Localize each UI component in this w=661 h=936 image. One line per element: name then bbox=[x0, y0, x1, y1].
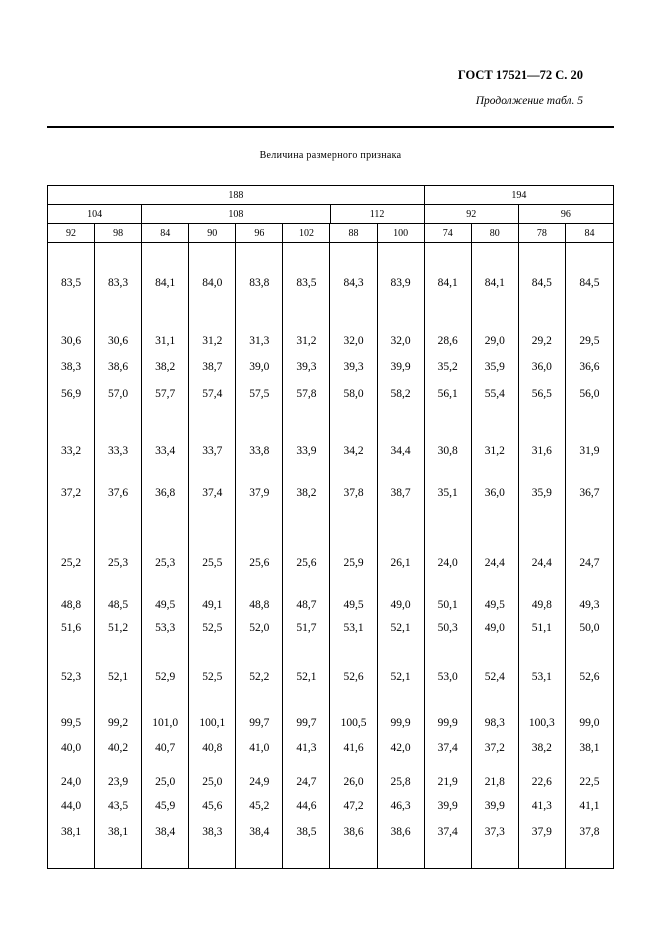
table-cell: 38,7 bbox=[189, 348, 236, 374]
table-cell: 44,6 bbox=[283, 789, 330, 813]
table-cell: 37,4 bbox=[425, 730, 472, 755]
table-cell: 32,0 bbox=[378, 290, 425, 348]
table-cell: 36,6 bbox=[579, 361, 600, 373]
table-cell: 41,1 bbox=[579, 800, 600, 812]
table-cell: 46,3 bbox=[378, 789, 425, 813]
table-cell: 31,2 bbox=[472, 401, 519, 458]
table-cell: 52,1 bbox=[283, 635, 330, 684]
table-cell: 31,9 bbox=[579, 445, 600, 457]
table-cell: 31,2 bbox=[189, 290, 236, 348]
table-row bbox=[48, 730, 613, 755]
table-cell: 24,4 bbox=[519, 500, 566, 570]
table-cell: 83,3 bbox=[95, 243, 142, 290]
table-cell: 37,4 bbox=[189, 458, 236, 500]
table-cell: 48,5 bbox=[95, 570, 142, 612]
table-cell: 28,6 bbox=[425, 290, 472, 348]
table-cell: 22,6 bbox=[519, 755, 566, 789]
table-cell: 25,9 bbox=[330, 500, 377, 570]
table-cell: 57,5 bbox=[236, 374, 283, 401]
table-cell: 39,9 bbox=[425, 789, 472, 813]
table-cell: 52,6 bbox=[579, 671, 600, 683]
table-cell: 49,8 bbox=[519, 570, 566, 612]
table-cell: 26,0 bbox=[330, 755, 377, 789]
table-cell: 84,1 bbox=[425, 243, 472, 290]
table-cell: 51,2 bbox=[95, 612, 142, 635]
table-cell: 57,4 bbox=[189, 374, 236, 401]
table-cell: 33,7 bbox=[189, 401, 236, 458]
table-cell: 52,5 bbox=[189, 635, 236, 684]
table-cell: 38,2 bbox=[142, 348, 189, 374]
table-caption: Величина размерного признака bbox=[259, 150, 402, 161]
table-cell: 58,2 bbox=[378, 374, 425, 401]
table-cell: 84,3 bbox=[330, 243, 377, 290]
header-subgroup-cell: 96 bbox=[560, 209, 571, 220]
table-cell: 99,9 bbox=[425, 684, 472, 730]
table-cell: 25,3 bbox=[142, 500, 189, 570]
table-cell: 33,2 bbox=[48, 401, 95, 458]
table-cell: 39,3 bbox=[330, 348, 377, 374]
table-cell: 35,9 bbox=[472, 348, 519, 374]
header-group-cell: 194 bbox=[511, 190, 527, 201]
header-size-cell: 98 bbox=[95, 224, 142, 242]
table-cell: 37,6 bbox=[95, 458, 142, 500]
table-cell: 36,0 bbox=[519, 348, 566, 374]
table-cell: 48,8 bbox=[48, 570, 95, 612]
table-cell: 52,1 bbox=[378, 635, 425, 684]
table-cell: 53,3 bbox=[142, 612, 189, 635]
table-cell: 56,5 bbox=[519, 374, 566, 401]
table-cell: 38,2 bbox=[519, 730, 566, 755]
table-cell: 52,3 bbox=[48, 635, 95, 684]
table-row bbox=[48, 570, 613, 612]
table-cell: 83,5 bbox=[48, 243, 95, 290]
header-subgroup-cell: 104 bbox=[48, 205, 142, 223]
table-cell: 37,2 bbox=[48, 458, 95, 500]
table-cell: 39,9 bbox=[378, 348, 425, 374]
table-row bbox=[48, 789, 613, 813]
table-cell: 21,8 bbox=[472, 755, 519, 789]
gost-standard-header: ГОСТ 17521—72 С. 20 bbox=[457, 68, 583, 82]
table-cell: 37,8 bbox=[330, 458, 377, 500]
table-row bbox=[48, 500, 613, 570]
table-cell: 49,5 bbox=[142, 570, 189, 612]
table-cell: 45,2 bbox=[236, 789, 283, 813]
table-cell: 24,7 bbox=[579, 557, 600, 569]
table-cell: 99,9 bbox=[378, 684, 425, 730]
table-row bbox=[48, 374, 613, 401]
table-cell: 38,1 bbox=[579, 742, 600, 754]
table-cell: 30,6 bbox=[95, 290, 142, 348]
table-cell: 99,7 bbox=[283, 684, 330, 730]
table-cell: 30,6 bbox=[48, 290, 95, 348]
table-row bbox=[48, 243, 613, 290]
table-cell: 33,9 bbox=[283, 401, 330, 458]
header-size-cell: 100 bbox=[378, 224, 425, 242]
table-cell: 52,1 bbox=[378, 612, 425, 635]
table-cell: 31,1 bbox=[142, 290, 189, 348]
table-cell: 52,4 bbox=[472, 635, 519, 684]
table-cell: 56,1 bbox=[425, 374, 472, 401]
table-cell: 25,5 bbox=[189, 500, 236, 570]
table-cell: 84,0 bbox=[189, 243, 236, 290]
table-cell: 40,0 bbox=[48, 730, 95, 755]
table-row bbox=[48, 348, 613, 374]
table-cell: 32,0 bbox=[330, 290, 377, 348]
table-cell: 57,0 bbox=[95, 374, 142, 401]
table-cell: 50,1 bbox=[425, 570, 472, 612]
table-cell: 24,0 bbox=[425, 500, 472, 570]
table-cell: 100,1 bbox=[189, 684, 236, 730]
table-cell: 41,3 bbox=[283, 730, 330, 755]
table-cell: 24,7 bbox=[283, 755, 330, 789]
header-size-cell: 90 bbox=[189, 224, 236, 242]
table-cell: 99,5 bbox=[48, 684, 95, 730]
table-cell: 38,4 bbox=[236, 813, 283, 868]
table-cell: 31,2 bbox=[283, 290, 330, 348]
horizontal-rule bbox=[47, 126, 614, 128]
table-cell: 52,2 bbox=[236, 635, 283, 684]
table-cell: 49,0 bbox=[472, 612, 519, 635]
table-cell: 40,8 bbox=[189, 730, 236, 755]
table-cell: 40,2 bbox=[95, 730, 142, 755]
table-cell: 39,9 bbox=[472, 789, 519, 813]
table-cell: 101,0 bbox=[142, 684, 189, 730]
table-cell: 47,2 bbox=[330, 789, 377, 813]
table-cell: 58,0 bbox=[330, 374, 377, 401]
table-cell: 24,9 bbox=[236, 755, 283, 789]
table-row bbox=[48, 755, 613, 789]
table-cell: 99,0 bbox=[579, 717, 600, 729]
table-cell: 35,2 bbox=[425, 348, 472, 374]
table-cell: 98,3 bbox=[472, 684, 519, 730]
table-row bbox=[48, 684, 613, 730]
header-size-cell: 96 bbox=[236, 224, 283, 242]
table-cell: 25,6 bbox=[236, 500, 283, 570]
table-cell: 45,9 bbox=[142, 789, 189, 813]
table-cell: 83,5 bbox=[283, 243, 330, 290]
header-size-cell: 92 bbox=[48, 224, 95, 242]
table-cell: 41,0 bbox=[236, 730, 283, 755]
table-cell: 38,4 bbox=[142, 813, 189, 868]
table-row bbox=[48, 612, 613, 635]
table-cell: 38,3 bbox=[189, 813, 236, 868]
table-cell: 49,1 bbox=[189, 570, 236, 612]
table-cell: 100,3 bbox=[519, 684, 566, 730]
table-cell: 83,8 bbox=[236, 243, 283, 290]
table-row bbox=[48, 813, 613, 868]
table-cell: 99,7 bbox=[236, 684, 283, 730]
table-cell: 45,6 bbox=[189, 789, 236, 813]
table-cell: 33,4 bbox=[142, 401, 189, 458]
table-cell: 38,6 bbox=[95, 348, 142, 374]
table-cell: 50,0 bbox=[579, 622, 600, 634]
table-cell: 33,8 bbox=[236, 401, 283, 458]
table-cell: 31,6 bbox=[519, 401, 566, 458]
table-cell: 38,7 bbox=[378, 458, 425, 500]
header-size-cell: 84 bbox=[584, 228, 595, 239]
table-cell: 83,9 bbox=[378, 243, 425, 290]
table-cell: 38,2 bbox=[283, 458, 330, 500]
table-cell: 33,3 bbox=[95, 401, 142, 458]
table-cell: 53,0 bbox=[425, 635, 472, 684]
header-subgroup-cell: 108 bbox=[142, 205, 330, 223]
table-cell: 38,6 bbox=[378, 813, 425, 868]
table-cell: 56,9 bbox=[48, 374, 95, 401]
table-cell: 35,1 bbox=[425, 458, 472, 500]
header-size-cell: 80 bbox=[472, 224, 519, 242]
table-cell: 24,0 bbox=[48, 755, 95, 789]
table-row bbox=[48, 401, 613, 458]
table-cell: 26,1 bbox=[378, 500, 425, 570]
table-cell: 29,2 bbox=[519, 290, 566, 348]
table-cell: 48,8 bbox=[236, 570, 283, 612]
table-cell: 31,3 bbox=[236, 290, 283, 348]
table-cell: 37,2 bbox=[472, 730, 519, 755]
table-cell: 49,3 bbox=[579, 599, 600, 611]
table-cell: 37,4 bbox=[425, 813, 472, 868]
table-row bbox=[48, 290, 613, 348]
table-cell: 34,4 bbox=[378, 401, 425, 458]
header-row-sizes bbox=[48, 224, 613, 243]
table-cell: 52,0 bbox=[236, 612, 283, 635]
table-cell: 38,3 bbox=[48, 348, 95, 374]
table-cell: 99,2 bbox=[95, 684, 142, 730]
header-row-size-188-194 bbox=[48, 186, 613, 205]
table-cell: 49,0 bbox=[378, 570, 425, 612]
table-cell: 41,6 bbox=[330, 730, 377, 755]
table-cell: 41,3 bbox=[519, 789, 566, 813]
header-row-subgroups bbox=[48, 205, 613, 224]
table-cell: 52,6 bbox=[330, 635, 377, 684]
header-size-cell: 74 bbox=[425, 224, 472, 242]
table-body bbox=[48, 243, 613, 868]
table-cell: 49,5 bbox=[330, 570, 377, 612]
table-cell: 52,9 bbox=[142, 635, 189, 684]
table-cell: 50,3 bbox=[425, 612, 472, 635]
table-cell: 30,8 bbox=[425, 401, 472, 458]
table-cell: 34,2 bbox=[330, 401, 377, 458]
header-subgroup-cell: 112 bbox=[331, 205, 425, 223]
table-cell: 51,6 bbox=[48, 612, 95, 635]
header-group-cell: 188 bbox=[48, 186, 425, 204]
table-cell: 23,9 bbox=[95, 755, 142, 789]
table-row bbox=[48, 635, 613, 684]
header-subgroup-cell: 92 bbox=[425, 205, 519, 223]
table-cell: 29,0 bbox=[472, 290, 519, 348]
table-cell: 24,4 bbox=[472, 500, 519, 570]
table-cell: 42,0 bbox=[378, 730, 425, 755]
table-cell: 52,1 bbox=[95, 635, 142, 684]
table-cell: 51,7 bbox=[283, 612, 330, 635]
table-cell: 36,7 bbox=[579, 487, 600, 499]
table-cell: 56,0 bbox=[579, 388, 600, 400]
table-cell: 21,9 bbox=[425, 755, 472, 789]
header-size-cell: 102 bbox=[283, 224, 330, 242]
table-cell: 38,5 bbox=[283, 813, 330, 868]
table-cell: 29,5 bbox=[579, 335, 600, 347]
table-cell: 40,7 bbox=[142, 730, 189, 755]
table-cell: 36,8 bbox=[142, 458, 189, 500]
table-cell: 39,0 bbox=[236, 348, 283, 374]
table-cell: 48,7 bbox=[283, 570, 330, 612]
table-cell: 37,8 bbox=[579, 826, 600, 838]
table-cell: 25,0 bbox=[142, 755, 189, 789]
table-cell: 84,1 bbox=[142, 243, 189, 290]
table-cell: 38,1 bbox=[95, 813, 142, 868]
table-cell: 38,6 bbox=[330, 813, 377, 868]
table-continuation-label: Продолжение табл. 5 bbox=[475, 95, 583, 107]
table-cell: 37,9 bbox=[519, 813, 566, 868]
table-cell: 36,0 bbox=[472, 458, 519, 500]
table-cell: 55,4 bbox=[472, 374, 519, 401]
table-cell: 25,3 bbox=[95, 500, 142, 570]
header-size-cell: 78 bbox=[519, 224, 566, 242]
table-cell: 39,3 bbox=[283, 348, 330, 374]
table-cell: 43,5 bbox=[95, 789, 142, 813]
table-cell: 37,3 bbox=[472, 813, 519, 868]
table-cell: 57,7 bbox=[142, 374, 189, 401]
table-cell: 84,1 bbox=[472, 243, 519, 290]
table-cell: 44,0 bbox=[48, 789, 95, 813]
table-cell: 53,1 bbox=[330, 612, 377, 635]
table-cell: 52,5 bbox=[189, 612, 236, 635]
table-cell: 25,8 bbox=[378, 755, 425, 789]
table-cell: 53,1 bbox=[519, 635, 566, 684]
header-size-cell: 84 bbox=[142, 224, 189, 242]
measurements-table bbox=[47, 185, 614, 869]
table-cell: 100,5 bbox=[330, 684, 377, 730]
table-cell: 25,2 bbox=[48, 500, 95, 570]
table-row bbox=[48, 458, 613, 500]
header-size-cell: 88 bbox=[330, 224, 377, 242]
table-cell: 25,0 bbox=[189, 755, 236, 789]
table-cell: 35,9 bbox=[519, 458, 566, 500]
table-cell: 38,1 bbox=[48, 813, 95, 868]
table-cell: 84,5 bbox=[519, 243, 566, 290]
table-cell: 25,6 bbox=[283, 500, 330, 570]
table-cell: 49,5 bbox=[472, 570, 519, 612]
table-cell: 51,1 bbox=[519, 612, 566, 635]
table-cell: 57,8 bbox=[283, 374, 330, 401]
table-cell: 22,5 bbox=[579, 776, 600, 788]
table-cell: 84,5 bbox=[579, 277, 600, 289]
table-cell: 37,9 bbox=[236, 458, 283, 500]
